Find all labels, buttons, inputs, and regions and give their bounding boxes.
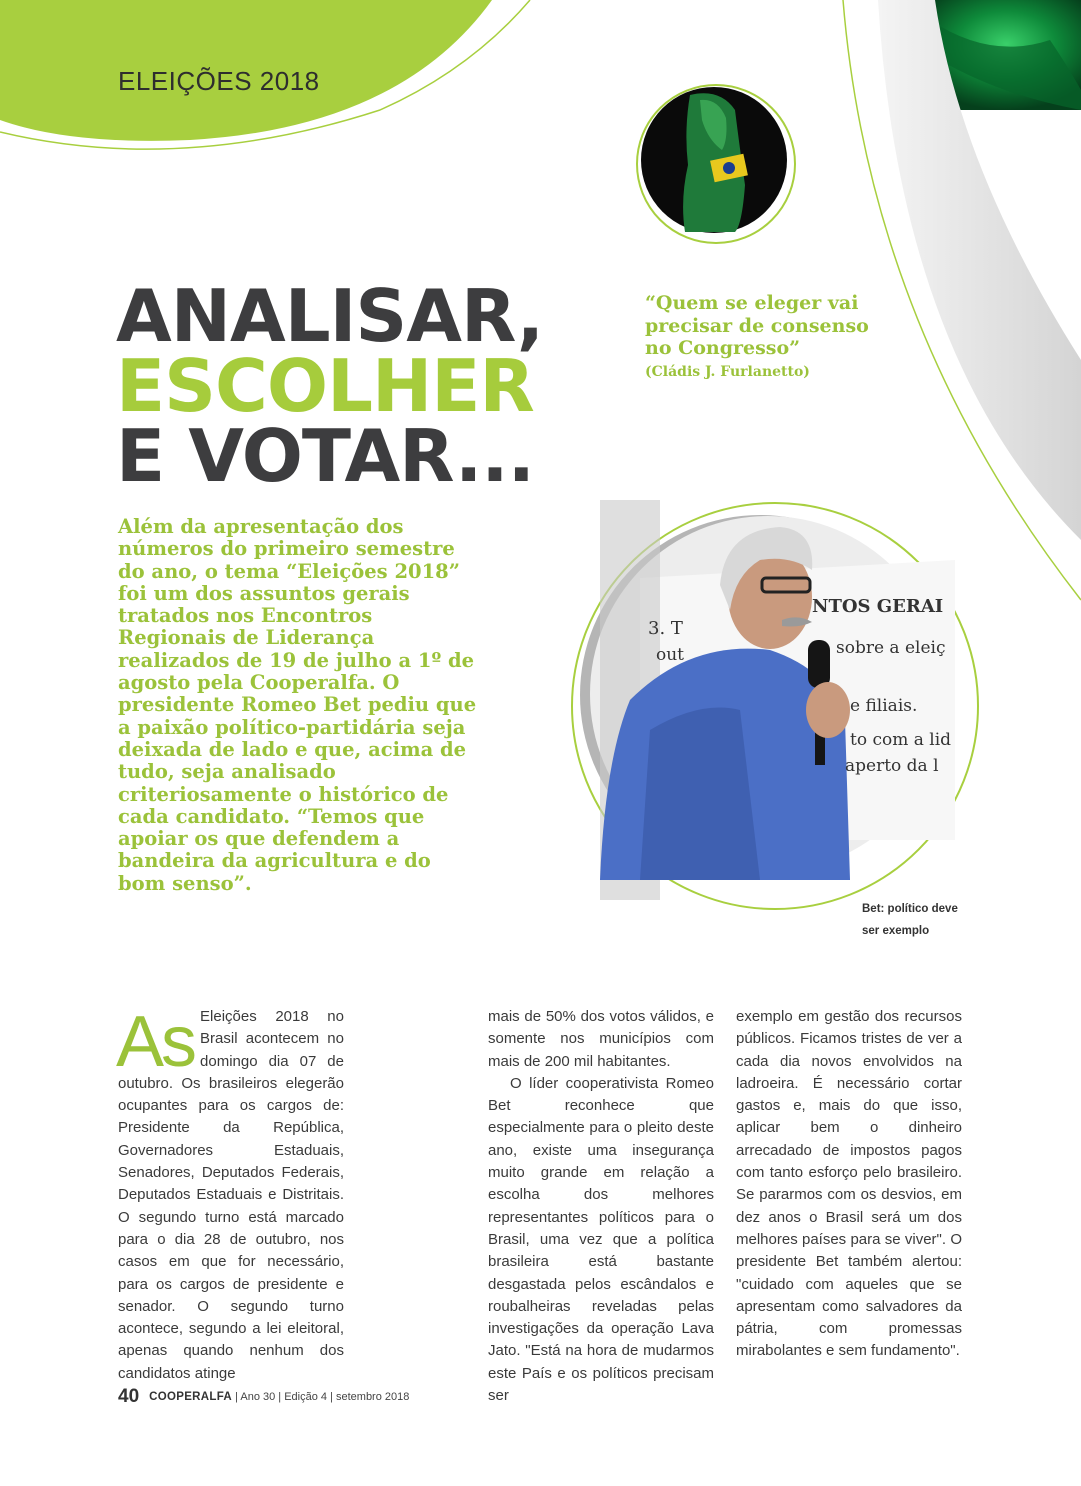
pull-quote: “Quem se eleger vai precisar de consenso no Congresso” xyxy=(645,292,869,359)
body-paragraph: O líder cooperativista Romeo Bet reconhece que especialmente para o pleito deste ano, existe uma insegurança muito grande em relação a escolha dos melhores representantes políticos para o Brasil, uma vez que a política brasileira está bastante desgastada pelos escândalos e roubalheiras reveladas pelas investigações da operação Lava Jato. "Está na hora de mudarmos este País e os políticos precisam ser xyxy=(488,1074,714,1405)
issue-details: | Ano 30 | Edição 4 | setembro 2018 xyxy=(232,1391,410,1403)
headline-line-3: E VOTAR... xyxy=(116,414,534,498)
headline-line-1: ANALISAR, xyxy=(116,274,544,358)
slide-text-line: out xyxy=(656,645,685,665)
section-label: ELEIÇÕES 2018 xyxy=(118,66,320,96)
body-column-2 xyxy=(488,1006,714,1407)
slide-text-line: sobre a eleiç xyxy=(836,638,946,658)
headline-line-2: ESCOLHER xyxy=(116,344,534,428)
speaker-hand xyxy=(806,682,850,738)
slide-text-line: to com a lid xyxy=(850,730,952,750)
page-number: 40 xyxy=(118,1386,140,1407)
slide-text-title: NTOS GERAI xyxy=(812,596,944,617)
microphone xyxy=(808,640,830,688)
speaker-shirt-shade xyxy=(640,708,760,881)
magazine-name: COOPERALFA xyxy=(149,1391,233,1403)
body-paragraph: Eleições 2018 no Brasil acontecem no domingo dia 07 de outubro. Os brasileiros elegerão ocupantes para os cargos de: Presidente da República, Governadores Estaduais, Senadores, Deputados Federais, Deputados Estaduais e Distritais. O segundo turno está marcado para o dia 28 de outubro, nos casos em que for necessário, para os cargos de presidente e senador. O segundo turno acontece, segundo a lei eleitoral, apenas quando nenhum dos candidatos atinge xyxy=(118,1008,344,1382)
body-column-1 xyxy=(116,1002,344,1385)
body-paragraph: mais de 50% dos votos válidos, e somente nos municípios com mais de 200 mil habitantes. xyxy=(488,1008,714,1070)
body-column-3 xyxy=(736,1006,962,1363)
slide-text-line: e filiais. xyxy=(850,696,918,716)
lead-paragraph: Além da apresentação dos números do primeiro semestre do ano, o tema “Eleições 2018” foi um dos assuntos gerais tratados nos Encontros Regionais de Liderança realizados de 19 de julho a 1º de agosto pela Cooperalfa. O presidente Romeo Bet pediu que a paixão político-partidária seja deixada de lado e que, acima de tudo, seja analisado criteriosamente o histórico de cada candidato. “Temos que apoiar os que defendem a bandeira da agricultura e do bom senso”. xyxy=(118,515,477,895)
flag-globe xyxy=(723,162,735,174)
slide-text-line: aperto da l xyxy=(845,756,939,776)
photo-caption: Bet: político deve ser exemplo xyxy=(862,903,958,937)
body-paragraph: exemplo em gestão dos recursos públicos. Ficamos tristes de ver a cada dia novos envolvidos na ladroeira. É necessário cortar gastos e, mais do que isso, aplicar bem o dinheiro arrecadado de impostos pagos com tanto esforço pelo brasileiro. Se pararmos com os desvios, em dez anos o Brasil será um dos melhores países para se viver". O presidente Bet também alertou: "cuidado com aqueles que se apresentam como salvadores da pátria, com promessas mirabolantes e sem fundamento". xyxy=(736,1008,962,1360)
slide-text-line: 3. T xyxy=(648,618,683,639)
drop-cap: As xyxy=(116,1002,195,1082)
pull-quote-author: (Cládis J. Furlanetto) xyxy=(645,364,810,380)
page-footer xyxy=(118,1386,409,1408)
